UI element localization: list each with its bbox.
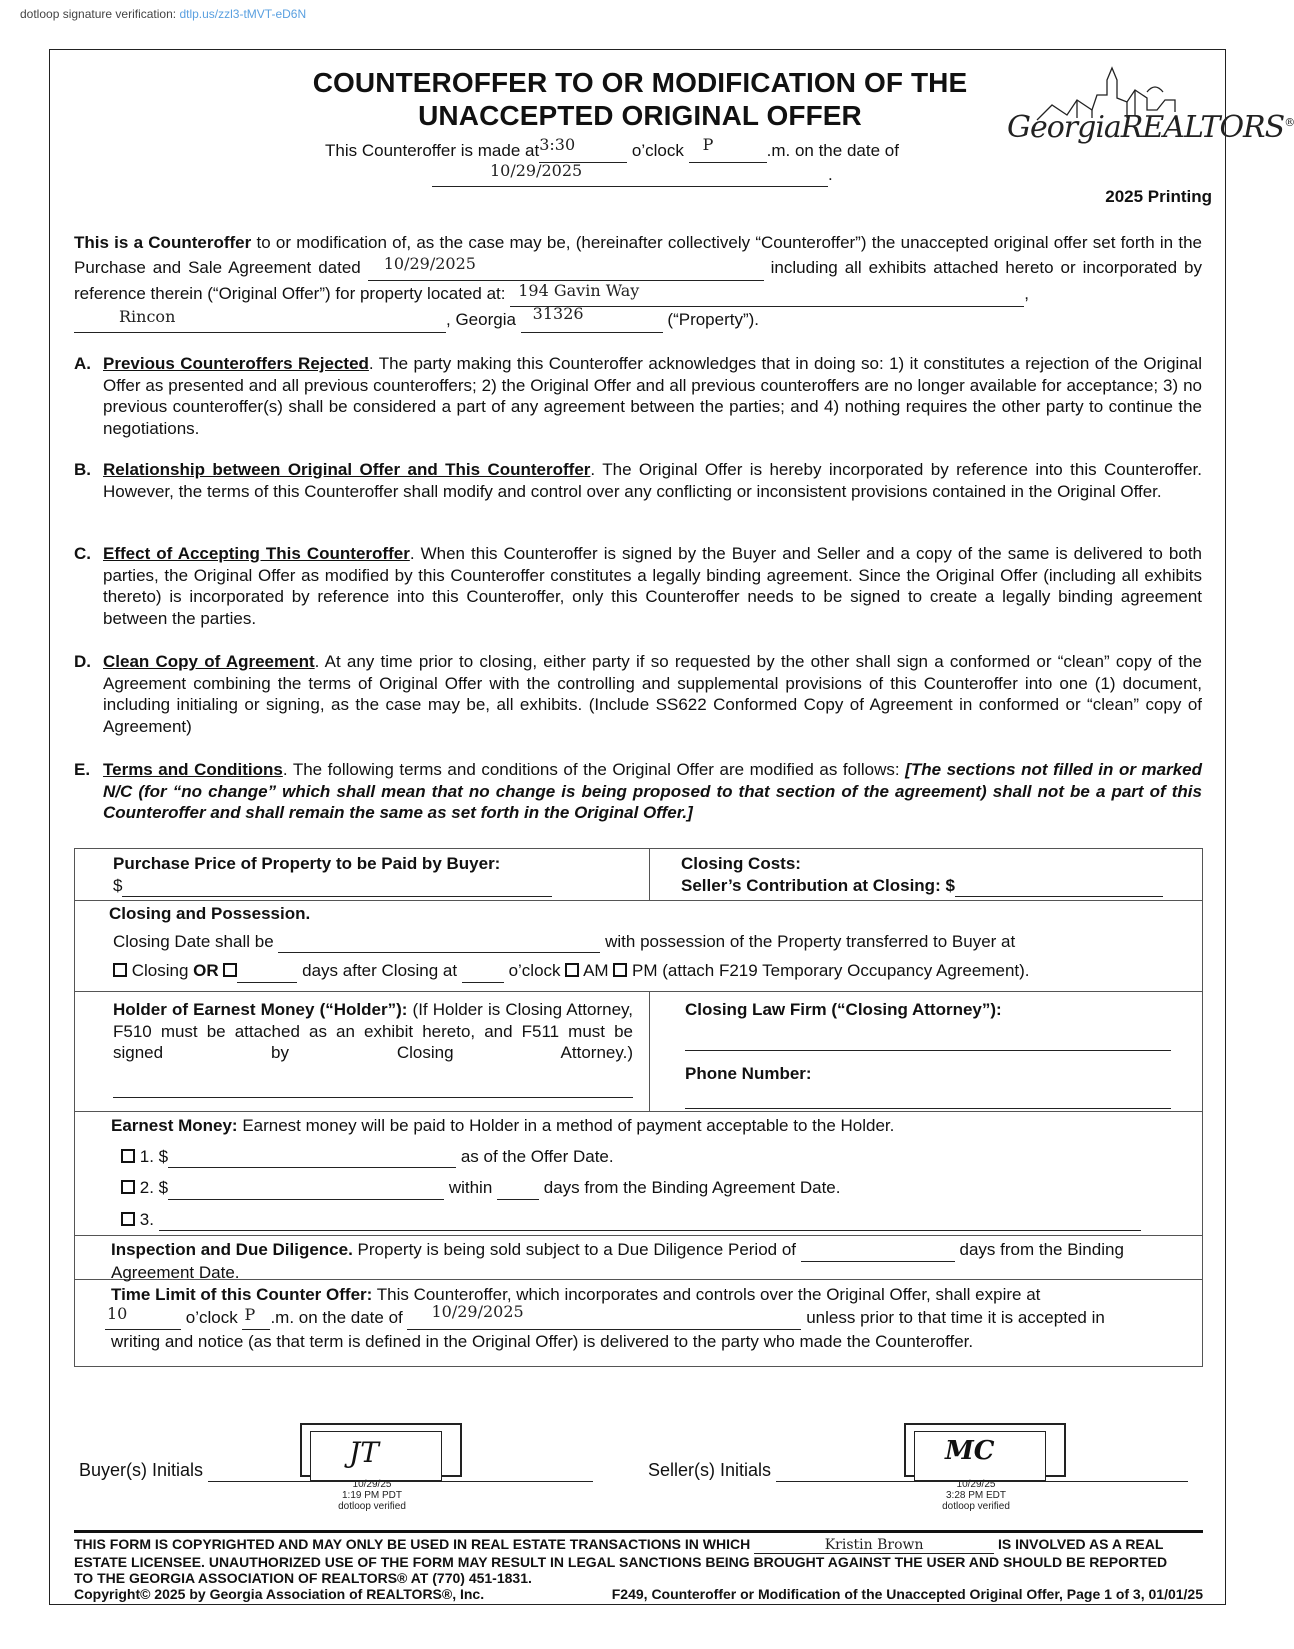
made-at-ampm-field[interactable]: P bbox=[689, 140, 767, 163]
closing-checkbox[interactable] bbox=[113, 963, 127, 977]
section-e: E. Terms and Conditions. The following terms and conditions of the Original Offer are modified as follows: [The sections not filled in or marked N/C (for “no change” which shall mean that no change is being proposed to that section of the agreement) shall not be a part of this Counteroffer and shall remain the same as set forth in the Original Offer.] bbox=[74, 760, 1202, 822]
holder-field[interactable] bbox=[113, 1076, 633, 1099]
earnest-money-cell: Earnest Money: Earnest money will be paid to Holder in a method of payment acceptable to the Holder. 1. $ as of the Offer Date. 2. $ within days from the Binding Agreement Date. 3. bbox=[111, 1115, 1141, 1231]
inspection-cell: Inspection and Due Diligence. Property is being sold subject to a Due Diligence Period of days from the Binding Agreement Date. bbox=[111, 1240, 1124, 1282]
earnest-days-field[interactable] bbox=[497, 1177, 539, 1200]
seller-contribution-field[interactable] bbox=[955, 875, 1163, 898]
seller-initials-stamp bbox=[904, 1423, 1064, 1512]
title-line-1: COUNTEROFFER TO OR MODIFICATION OF THE bbox=[312, 67, 968, 98]
earnest-option-3-checkbox[interactable] bbox=[121, 1212, 135, 1226]
days-after-checkbox[interactable] bbox=[223, 963, 237, 977]
phone-number-field[interactable] bbox=[685, 1087, 1171, 1110]
printing-year: 2025 Printing bbox=[1105, 187, 1212, 206]
made-at-line: This Counteroffer is made at 3:30 o’clock P .m. on the date of bbox=[325, 140, 899, 163]
earnest-option-2-checkbox[interactable] bbox=[121, 1180, 135, 1194]
closing-attorney-field[interactable] bbox=[685, 1029, 1171, 1052]
seller-initials: Seller(s) Initials bbox=[648, 1460, 1188, 1482]
days-after-field[interactable] bbox=[237, 960, 297, 983]
possession-hour-field[interactable] bbox=[462, 960, 504, 983]
copyright-footer: THIS FORM IS COPYRIGHTED AND MAY ONLY BE USED IN REAL ESTATE TRANSACTIONS IN WHICH Kristin Brown IS INVOLVED AS A REAL ESTATE LICENSEE. UNAUTHORIZED USE OF THE FORM MAY RESULT IN LEGAL SANCTIONS BEING BROUGHT AGAINST THE USER AND SHOULD BE REPORTED TO THE GEORGIA ASSOCIATION OF REALTORS® AT (770) 451-1831. Copyright© 2025 by Georgia Association of REALTORS®, Inc. F249, Counteroffer or Modification of the Unaccepted Original Offer, Page 1 of 3, 01/01/25 bbox=[74, 1536, 1203, 1602]
holder-cell: Holder of Earnest Money (“Holder”): (If Holder is Closing Attorney, F510 must be attached as an exhibit hereto, and F511 must be signed by Closing Attorney.) bbox=[113, 999, 633, 1098]
pm-checkbox[interactable] bbox=[613, 963, 627, 977]
footer-rule bbox=[74, 1530, 1203, 1533]
georgia-realtors-logo bbox=[1007, 60, 1294, 170]
buyer-initials: Buyer(s) Initials bbox=[79, 1460, 593, 1482]
due-diligence-days-field[interactable] bbox=[801, 1239, 955, 1262]
time-limit-cell: Time Limit of this Counter Offer: This Counteroffer, which incorporates and controls over the Original Offer, shall expire at 10 o’clock P .m. on the date of 10/29/2025 unless prior to that time it is accepted in writing and notice (as that term is defined in the Original Offer) is delivered to the party who made the Counteroffer. bbox=[107, 1285, 1105, 1351]
section-b: B. Relationship between Original Offer and This Counteroffer. The Original Offer is hereby incorporated by reference into this Counteroffer. However, the terms of this Counteroffer shall modify and control over any conflicting or inconsistent provisions contained in the Original Offer. bbox=[74, 460, 1202, 501]
closing-firm-cell: Closing Law Firm (“Closing Attorney”): Phone Number: bbox=[685, 999, 1171, 1109]
earnest-amount-1-field[interactable] bbox=[168, 1146, 456, 1169]
title-line-2: UNACCEPTED ORIGINAL OFFER bbox=[418, 100, 862, 131]
form-title bbox=[260, 66, 1020, 132]
expire-ampm-field[interactable]: P bbox=[242, 1306, 270, 1330]
closing-costs-cell: Closing Costs: Seller’s Contribution at Closing: $ bbox=[681, 853, 1163, 897]
earnest-amount-2-field[interactable] bbox=[168, 1177, 444, 1200]
dotloop-verification bbox=[20, 7, 306, 21]
seller-initials-mark: MC bbox=[945, 1436, 995, 1466]
property-city-field[interactable]: Rincon bbox=[74, 307, 446, 333]
section-d: D. Clean Copy of Agreement. At any time prior to closing, either party if so requested by the other shall sign a conformed or “clean” copy of the Agreement combining the terms of Original Offer with the controlling and supplemental provisions of this Counteroffer into one (1) document, including initialing or signing, as the case may be, all exhibits. (Include SS622 Conformed Copy of Agreement in conformed or “clean” copy of Agreement) bbox=[74, 652, 1202, 736]
verification-link[interactable]: dtlp.us/zzl3-tMVT-eD6N bbox=[179, 7, 307, 21]
buyer-initials-stamp bbox=[300, 1423, 460, 1512]
made-at-date-field[interactable]: 10/29/2025 bbox=[432, 164, 828, 187]
purchase-price-field[interactable] bbox=[122, 875, 552, 898]
verification-label: dotloop signature verification: bbox=[20, 7, 177, 21]
expire-hour-field[interactable]: 10 bbox=[105, 1306, 181, 1330]
intro-paragraph: This is a Counteroffer to or modification of, as the case may be, (hereinafter collectively “Counteroffer”) the unaccepted original offer set forth in the Purchase and Sale Agreement dated 10/29/2025 including all exhibits attached hereto or incorporated by reference therein (“Original Offer”) for property located at: 194 Gavin Way , Rincon , Georgia 31326 (“Property”). bbox=[74, 230, 1202, 333]
earnest-option-1-checkbox[interactable] bbox=[121, 1149, 135, 1163]
expire-date-field[interactable]: 10/29/2025 bbox=[407, 1306, 801, 1330]
buyer-stamp-date: 10/29/25 1:19 PM PDT dotloop verified bbox=[338, 1479, 406, 1512]
seller-stamp-date: 10/29/25 3:28 PM EDT dotloop verified bbox=[942, 1479, 1010, 1512]
section-a: A. Previous Counteroffers Rejected. The party making this Counteroffer acknowledges that in doing so: 1) it constitutes a rejection of the Original Offer as presented and all previous counteroffers; 2) the Original Offer and all previous counteroffers are no longer available for acceptance; 3) no previous counteroffer(s) shall be considered a part of any agreement between the parties; and 4) nothing requires the other party to continue the negotiations. bbox=[74, 354, 1203, 438]
property-zip-field[interactable]: 31326 bbox=[521, 307, 663, 333]
section-c: C. Effect of Accepting This Counteroffer. When this Counteroffer is signed by the Buyer and Seller and a copy of the same is delivered to both parties, the Original Offer as modified by this Counteroffer constitutes a legally binding agreement. Since the Original Offer (including all exhibits thereto) is incorporated by reference into this Counteroffer, only this Counteroffer needs to be signed to create a legally binding agreement between the parties. bbox=[74, 544, 1202, 628]
terms-grid bbox=[74, 848, 1203, 1367]
purchase-price-cell: Purchase Price of Property to be Paid by Buyer: $ bbox=[113, 853, 552, 897]
buyer-initials-mark: JT bbox=[349, 1436, 379, 1469]
logo-text: GeorgiaREALTORS® bbox=[1007, 110, 1294, 145]
made-at-time-field[interactable]: 3:30 bbox=[539, 140, 627, 163]
property-address-field[interactable]: 194 Gavin Way bbox=[510, 281, 1024, 307]
agreement-date-field[interactable]: 10/29/2025 bbox=[368, 255, 764, 281]
closing-possession-cell: Closing and Possession. Closing Date shall be with possession of the Property transferred to Buyer at Closing OR days after Closing at o’clock AM PM (attach F219 Temporary Occupancy Agreement). bbox=[109, 903, 1030, 983]
earnest-other-field[interactable] bbox=[159, 1209, 1141, 1232]
licensee-field[interactable]: Kristin Brown bbox=[754, 1536, 994, 1554]
made-at-date-line: 10/29/2025 . bbox=[432, 164, 833, 187]
closing-date-field[interactable] bbox=[278, 931, 600, 954]
am-checkbox[interactable] bbox=[565, 963, 579, 977]
